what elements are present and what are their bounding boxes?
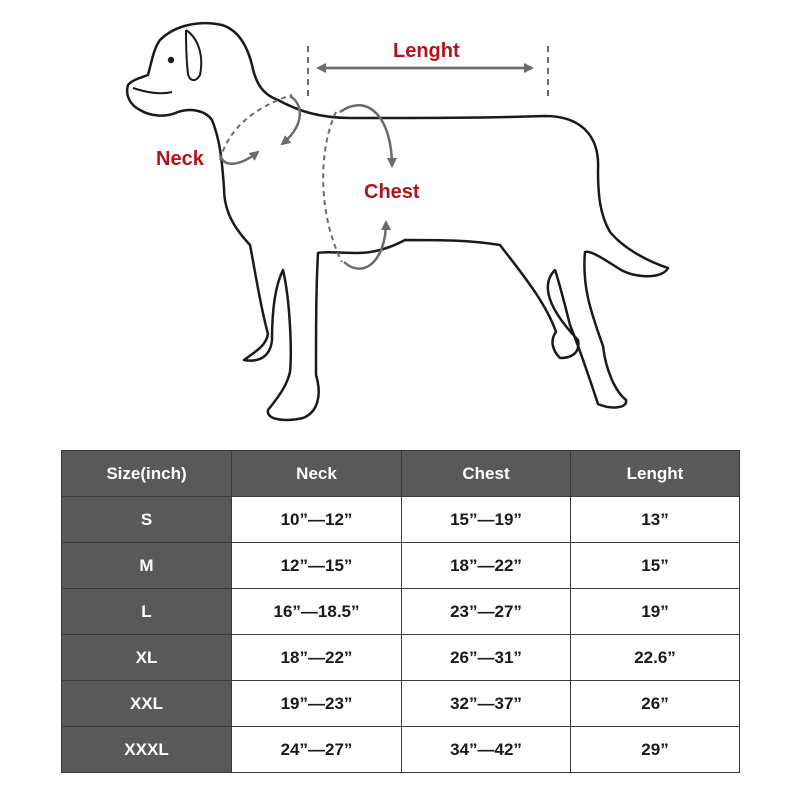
length-cell: 13” <box>571 497 740 543</box>
header-neck: Neck <box>232 451 402 497</box>
neck-cell: 19”—23” <box>232 681 402 727</box>
header-size: Size(inch) <box>62 451 232 497</box>
table-row <box>62 681 740 727</box>
size-cell: M <box>62 543 232 589</box>
chest-label: Chest <box>364 181 420 203</box>
table-row <box>62 635 740 681</box>
neck-cell: 10”—12” <box>232 497 402 543</box>
table-row <box>62 497 740 543</box>
size-cell: XXXL <box>62 727 232 773</box>
size-cell: L <box>62 589 232 635</box>
size-cell: S <box>62 497 232 543</box>
chest-cell: 15”—19” <box>402 497 571 543</box>
header-length: Lenght <box>571 451 740 497</box>
neck-cell: 12”—15” <box>232 543 402 589</box>
chest-cell: 26”—31” <box>402 635 571 681</box>
table-row <box>62 589 740 635</box>
dog-body-outline <box>127 23 668 420</box>
table-header-row <box>62 451 740 497</box>
table-row <box>62 543 740 589</box>
chest-cell: 23”—27” <box>402 589 571 635</box>
chest-cell: 18”—22” <box>402 543 571 589</box>
table-row <box>62 727 740 773</box>
length-label: Lenght <box>393 40 460 62</box>
size-cell: XL <box>62 635 232 681</box>
chest-cell: 34”—42” <box>402 727 571 773</box>
chest-cell: 32”—37” <box>402 681 571 727</box>
length-cell: 26” <box>571 681 740 727</box>
length-cell: 22.6” <box>571 635 740 681</box>
header-chest: Chest <box>402 451 571 497</box>
neck-cell: 18”—22” <box>232 635 402 681</box>
neck-cell: 24”—27” <box>232 727 402 773</box>
size-chart-table <box>61 450 740 773</box>
length-cell: 29” <box>571 727 740 773</box>
dog-eye <box>168 57 174 63</box>
neck-label: Neck <box>156 148 204 170</box>
length-cell: 15” <box>571 543 740 589</box>
size-cell: XXL <box>62 681 232 727</box>
neck-cell: 16”—18.5” <box>232 589 402 635</box>
length-cell: 19” <box>571 589 740 635</box>
